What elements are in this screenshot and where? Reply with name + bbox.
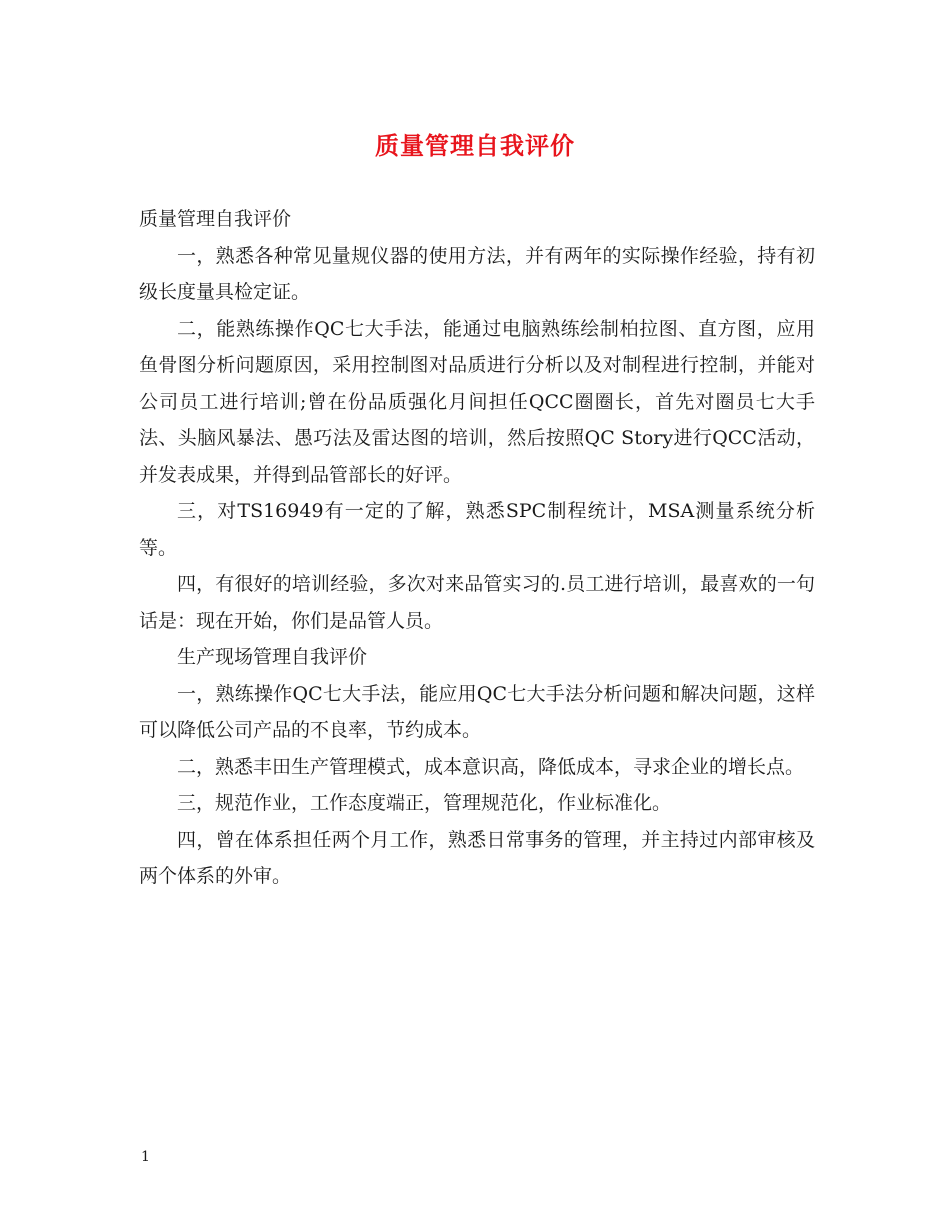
body-paragraph: 二，能熟练操作QC七大手法，能通过电脑熟练绘制柏拉图、直方图，应用鱼骨图分析问题原因，采用控制图对品质进行分析以及对制程进行控制，并能对公司员工进行培训;曾在份品质强化月间担任QCC圈圈长，首先对圈员七大手法、头脑风暴法、愚巧法及雷达图的培训，然后按照QC Story进行QCC活动，并发表成果，并得到品管部长的好评。	[139, 317, 815, 486]
body-paragraph: 三，规范作业，工作态度端正，管理规范化，作业标准化。	[177, 792, 672, 814]
body-paragraph: 四，曾在体系担任两个月工作，熟悉日常事务的管理，并主持过内部审核及两个体系的外审。	[139, 828, 815, 887]
body-paragraph: 一，熟练操作QC七大手法，能应用QC七大手法分析问题和解决问题，这样可以降低公司产品的不良率，节约成本。	[139, 682, 815, 741]
section-heading: 生产现场管理自我评价	[177, 646, 368, 668]
body-paragraph: 一，熟悉各种常见量规仪器的使用方法，并有两年的实际操作经验，持有初级长度量具检定证。	[139, 244, 815, 303]
body-paragraph: 四，有很好的培训经验，多次对来品管实习的.员工进行培训，最喜欢的一句话是：现在开始，你们是品管人员。	[139, 573, 815, 632]
document-title: 质量管理自我评价	[375, 131, 575, 160]
body-paragraph: 质量管理自我评价	[139, 208, 292, 230]
document-body	[139, 201, 815, 895]
page-number: 1	[141, 1149, 150, 1165]
body-paragraph: 三，对TS16949有一定的了解，熟悉SPC制程统计，MSA测量系统分析等。	[139, 500, 815, 559]
body-paragraph: 二，熟悉丰田生产管理模式，成本意识高，降低成本，寻求企业的增长点。	[177, 755, 805, 778]
